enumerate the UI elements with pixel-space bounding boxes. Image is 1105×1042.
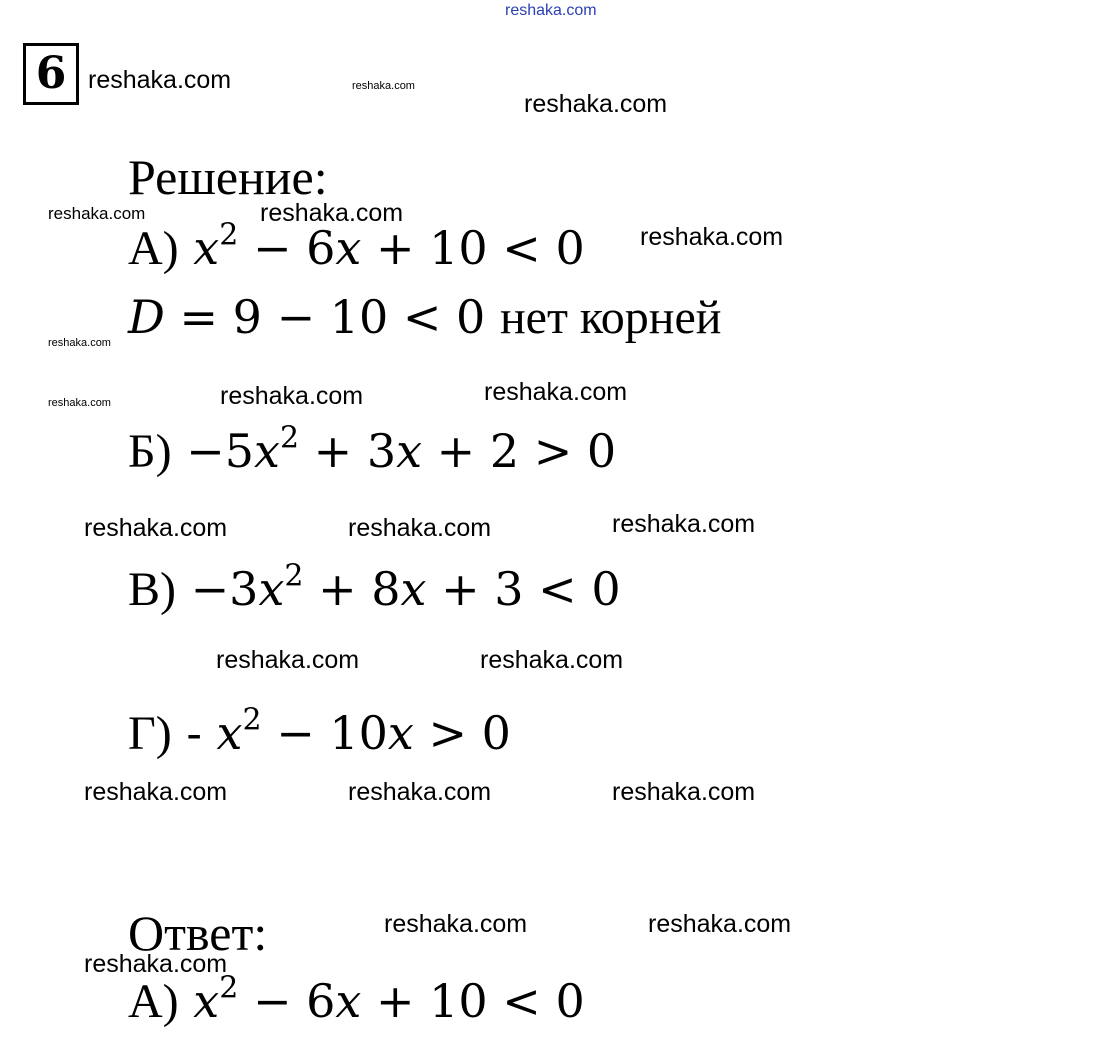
- watermark: reshaka.com: [48, 397, 111, 409]
- watermark: reshaka.com: [524, 90, 668, 118]
- watermark: reshaka.com: [484, 378, 628, 406]
- watermark: reshaka.com: [220, 382, 364, 410]
- answer-heading: Ответ:: [128, 905, 268, 961]
- inequality-g: $Г) - x^2 - 10x > 0$: [128, 702, 511, 760]
- watermark: reshaka.com: [48, 337, 111, 349]
- task-number-box: [23, 43, 79, 105]
- watermark: reshaka.com: [348, 778, 492, 806]
- watermark: reshaka.com: [260, 199, 404, 227]
- watermark: reshaka.com: [84, 778, 228, 806]
- watermark: reshaka.com: [88, 66, 232, 94]
- watermark: reshaka.com: [384, 910, 528, 938]
- watermark: reshaka.com: [48, 204, 146, 223]
- watermark: reshaka.com: [648, 910, 792, 938]
- watermark: reshaka.com: [640, 223, 784, 251]
- watermark: reshaka.com: [480, 646, 624, 674]
- watermark: reshaka.com: [84, 950, 228, 978]
- task-number: 6: [35, 48, 67, 99]
- watermark: reshaka.com: [84, 514, 228, 542]
- inequality-b: $Б) -5x^2 + 3x + 2 > 0$: [128, 420, 617, 478]
- discriminant-line: D = 9 − 10 < 0 нет корней: [128, 290, 722, 344]
- watermark: reshaka.com: [612, 510, 756, 538]
- solution-heading: Решение:: [128, 149, 328, 205]
- answer-inequality: А) $x^2 - 6x + 10 < 0$: [128, 970, 585, 1028]
- watermark: reshaka.com: [612, 778, 756, 806]
- watermark: reshaka.com: [348, 514, 492, 542]
- watermark-top[interactable]: reshaka.com: [505, 2, 597, 19]
- inequality-a: А) $x^2 - 6x + 10 < 0$: [128, 217, 585, 275]
- watermark: reshaka.com: [352, 80, 415, 92]
- watermark: reshaka.com: [216, 646, 360, 674]
- inequality-v: $В) -3x^2 + 8x + 3 < 0$: [128, 558, 621, 616]
